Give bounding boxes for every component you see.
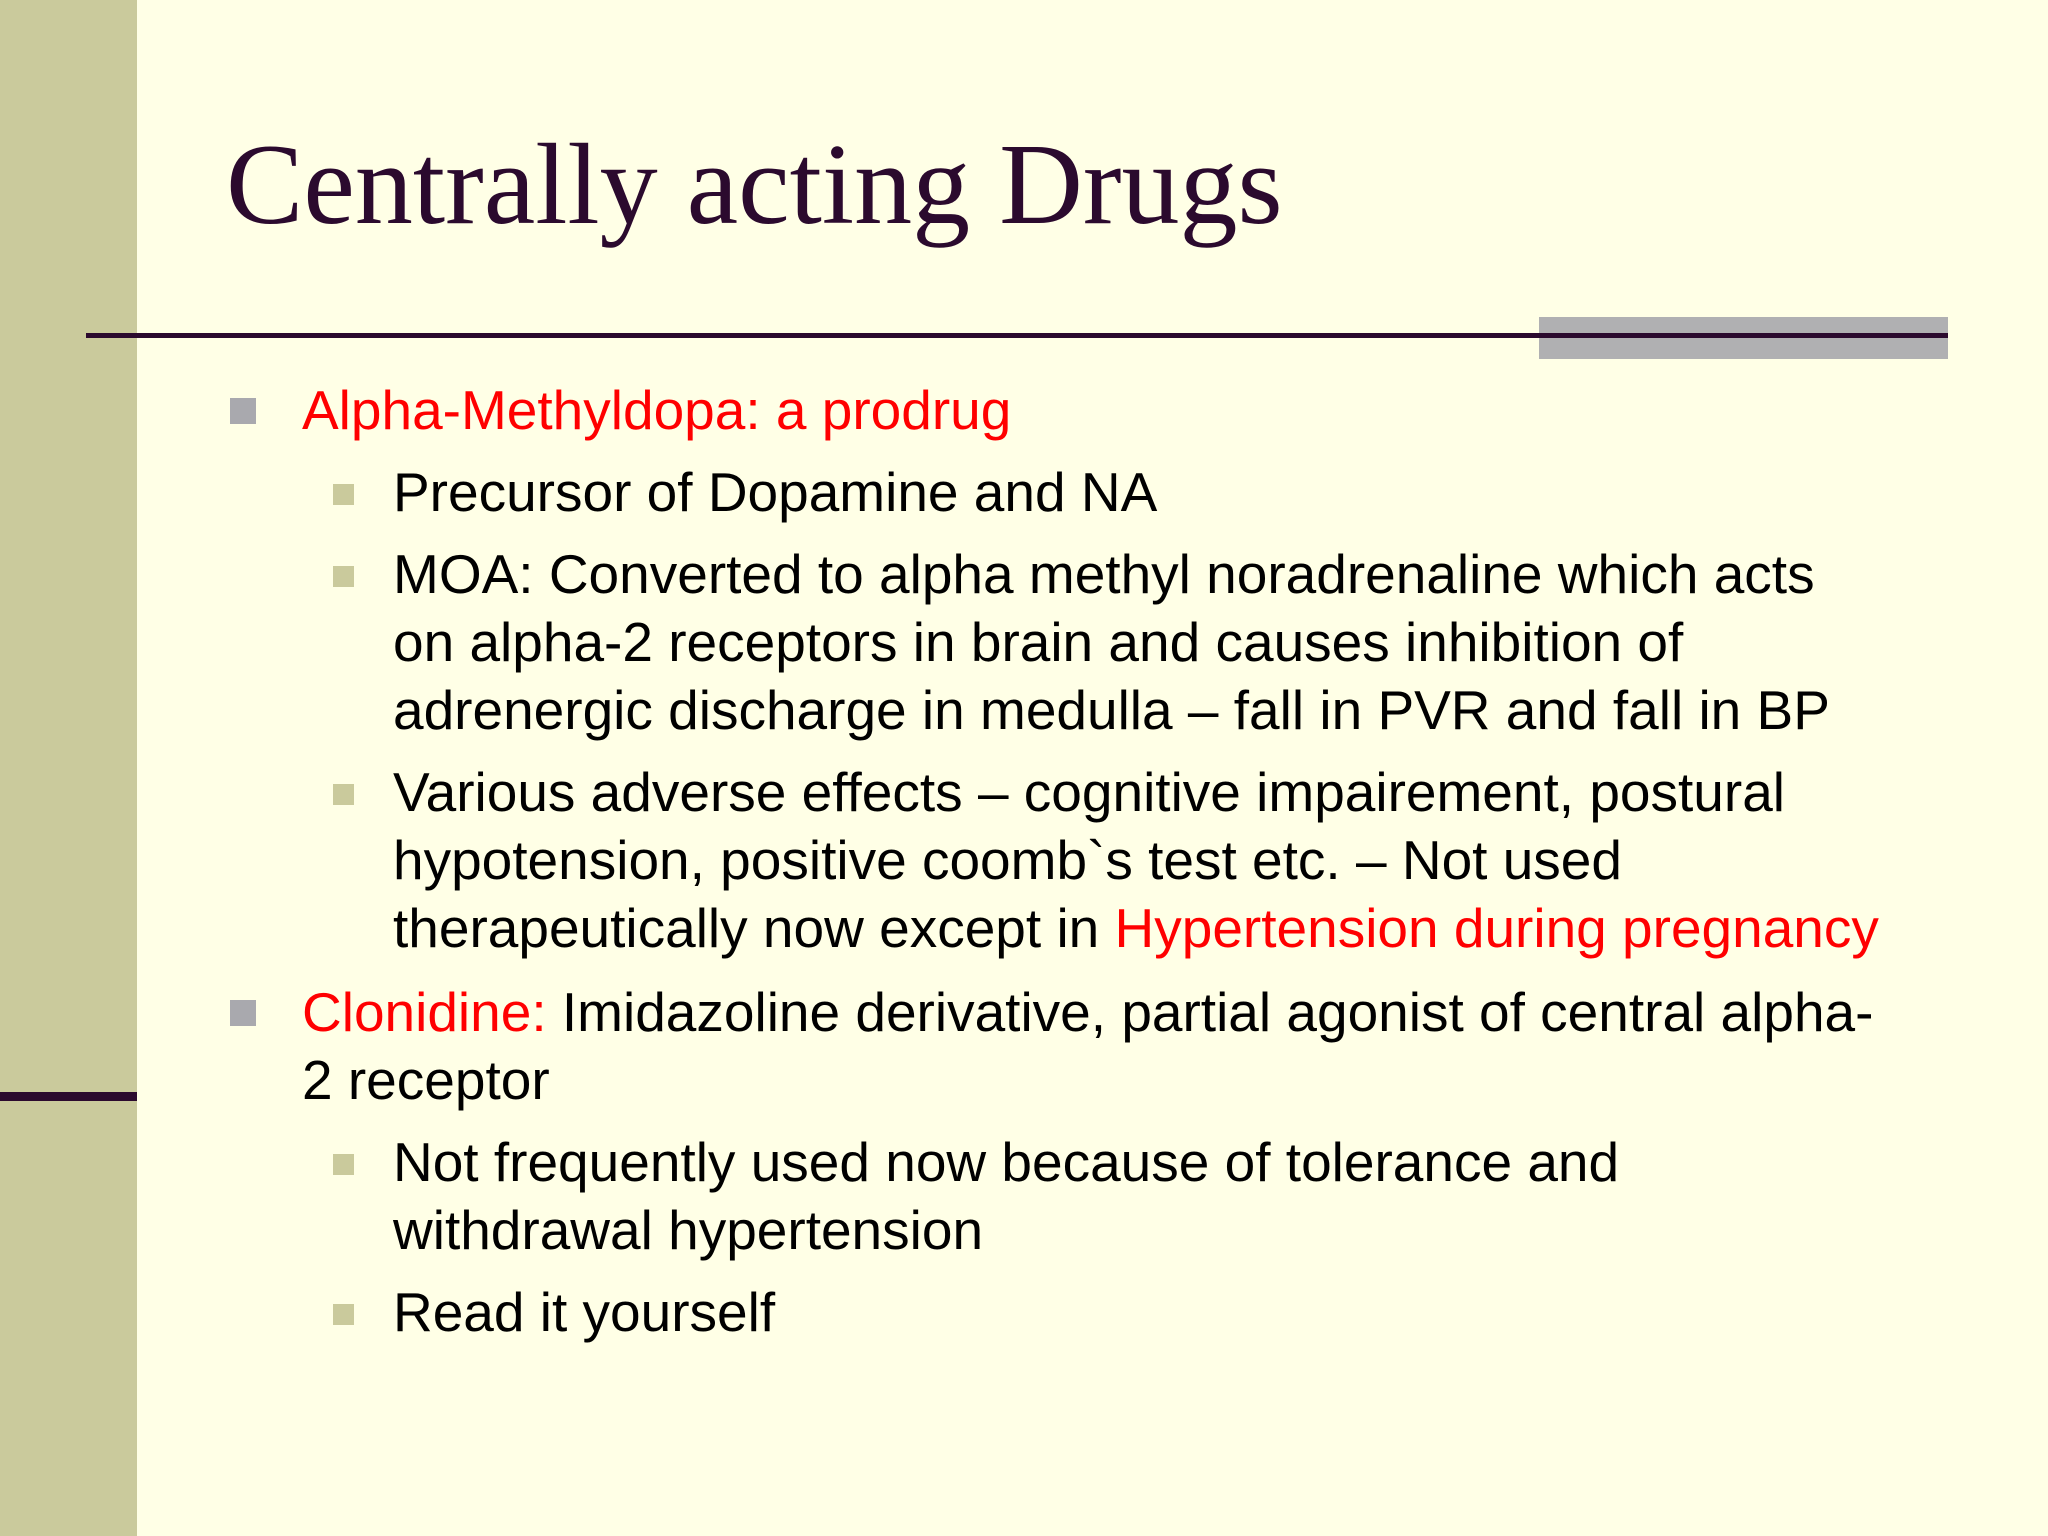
bullet-heading-methyldopa: Alpha-Methyldopa: a prodrug bbox=[302, 379, 1012, 441]
square-bullet-icon bbox=[333, 1304, 354, 1325]
square-bullet-icon bbox=[333, 784, 354, 805]
sub-bullet-adverse-effects bbox=[226, 758, 1886, 962]
bullet-text-clonidine: Imidazoline derivative, partial agonist of central alpha-2 receptor bbox=[302, 981, 1874, 1111]
square-bullet-icon bbox=[230, 1000, 256, 1026]
slide-title: Centrally acting Drugs bbox=[226, 121, 1283, 249]
square-bullet-icon bbox=[333, 1154, 354, 1175]
slide-body bbox=[226, 376, 1886, 1346]
square-bullet-icon bbox=[230, 398, 256, 424]
bullet-methyldopa bbox=[226, 376, 1886, 444]
title-rule-line bbox=[86, 333, 1948, 338]
bullet-heading-clonidine: Clonidine: bbox=[302, 981, 547, 1043]
sub-bullet-text: Precursor of Dopamine and NA bbox=[393, 461, 1158, 523]
sub-bullet-tolerance bbox=[226, 1128, 1886, 1264]
highlight-pregnancy: Hypertension during pregnancy bbox=[1114, 897, 1879, 959]
sub-bullet-text: Not frequently used now because of tolerance and withdrawal hypertension bbox=[393, 1131, 1620, 1261]
sub-bullet-moa bbox=[226, 540, 1886, 744]
sub-bullet-text: Various adverse effects – cognitive impairement, postural hypotension, positive coomb`s test etc. – Not used therapeutically now except in bbox=[393, 761, 1785, 959]
title-rule-shadow bbox=[1539, 317, 1948, 359]
left-bar-accent-line bbox=[0, 1092, 137, 1101]
sub-bullet-text: Read it yourself bbox=[393, 1281, 776, 1343]
square-bullet-icon bbox=[333, 566, 354, 587]
sub-bullet-precursor bbox=[226, 458, 1886, 526]
sub-bullet-text: MOA: Converted to alpha methyl noradrenaline which acts on alpha-2 receptors in brain and causes inhibition of adrenergic discharge in medulla – fall in PVR and fall in BP bbox=[393, 543, 1830, 741]
square-bullet-icon bbox=[333, 484, 354, 505]
bullet-clonidine bbox=[226, 978, 1886, 1114]
left-decorative-bar bbox=[0, 0, 137, 1536]
sub-bullet-read-yourself bbox=[226, 1278, 1886, 1346]
